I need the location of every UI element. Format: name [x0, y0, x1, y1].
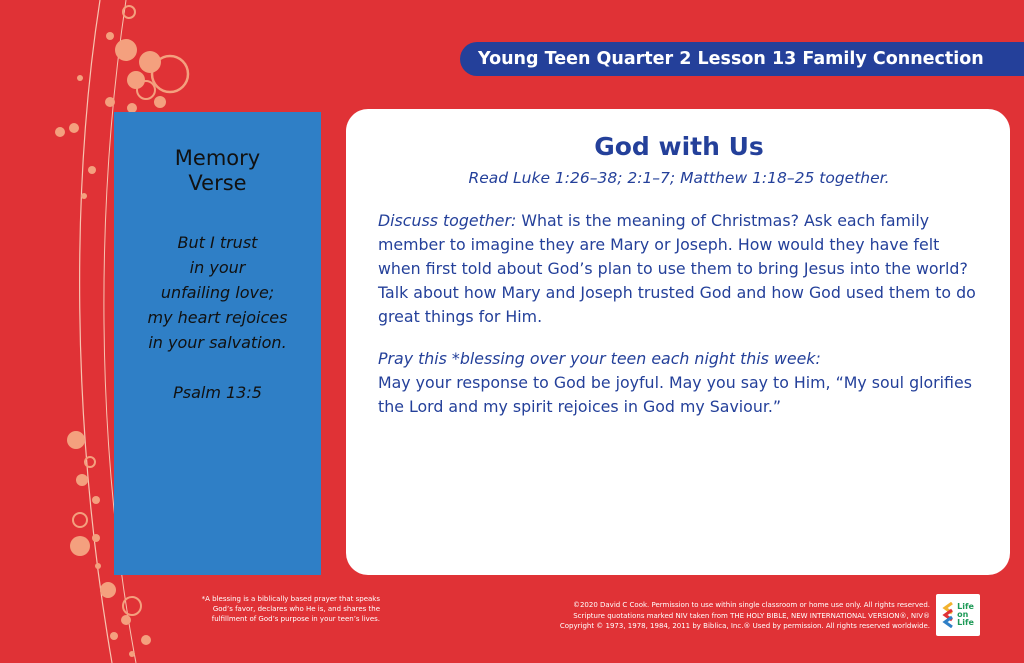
memory-verse-title-line: Verse: [188, 171, 247, 195]
verse-line: in your: [189, 258, 246, 277]
logo-word: on: [957, 610, 969, 619]
lesson-card: [346, 109, 1010, 575]
life-on-life-logo: [936, 594, 980, 636]
pray-section: [378, 347, 980, 419]
verse-line: unfailing love;: [160, 283, 275, 302]
copyright-line: ©2020 David C Cook. Permission to use within single classroom or home use only. All rights reserved.: [572, 601, 930, 609]
pray-label: Pray this *blessing over your teen each night this week:: [378, 349, 821, 368]
lesson-header-band: [460, 42, 1024, 76]
memory-verse-title: [114, 146, 321, 196]
blessing-footnote: [160, 594, 380, 624]
discuss-label: Discuss together:: [378, 211, 517, 230]
copyright-line: Scripture quotations marked NIV taken from THE HOLY BIBLE, NEW INTERNATIONAL VERSION®, NIV®: [573, 611, 930, 620]
verse-line: my heart rejoices: [147, 308, 288, 327]
logo-word: Life: [957, 602, 974, 611]
copyright-line: Copyright © 1973, 1978, 1984, 2011 by Biblica, Inc.® Used by permission. All rights reserved worldwide.: [559, 622, 930, 630]
header-title: Young Teen Quarter 2 Lesson 13 Family Connection: [478, 49, 984, 69]
verse-reference: Psalm 13:5: [173, 383, 262, 402]
pray-text: May your response to God be joyful. May you say to Him, “My soul glorifies the Lord and my spirit rejoices in God my Saviour.”: [378, 373, 972, 416]
chevron-stripes-icon: [942, 602, 954, 628]
discuss-text: What is the meaning of Christmas? Ask each family member to imagine they are Mary or Joseph. How would they have felt when first told about God’s plan to use them to bring Jesus into the world? Talk about how Mary and Joseph trusted God and how God used them to do great things for Him.: [378, 211, 976, 326]
reading-assignment: Read Luke 1:26–38; 2:1–7; Matthew 1:18–25 together.: [468, 169, 890, 187]
footnote-line: *A blessing is a biblically based prayer that speaks: [201, 595, 380, 603]
lesson-title: God with Us: [594, 132, 764, 161]
footnote-line: God’s favor, declares who He is, and shares the: [212, 605, 380, 613]
logo-wordmark: [957, 603, 974, 627]
memory-verse-title-line: Memory: [174, 146, 261, 170]
memory-verse-card: [114, 112, 321, 575]
verse-line: But I trust: [177, 233, 258, 252]
logo-word: Life: [957, 618, 974, 627]
verse-line: in your salvation.: [148, 333, 287, 352]
discuss-paragraph: [378, 209, 980, 329]
copyright-notice: [468, 600, 930, 632]
footnote-line: fulfillment of God’s purpose in your teen’s lives.: [211, 615, 380, 623]
memory-verse-text: [114, 230, 321, 355]
